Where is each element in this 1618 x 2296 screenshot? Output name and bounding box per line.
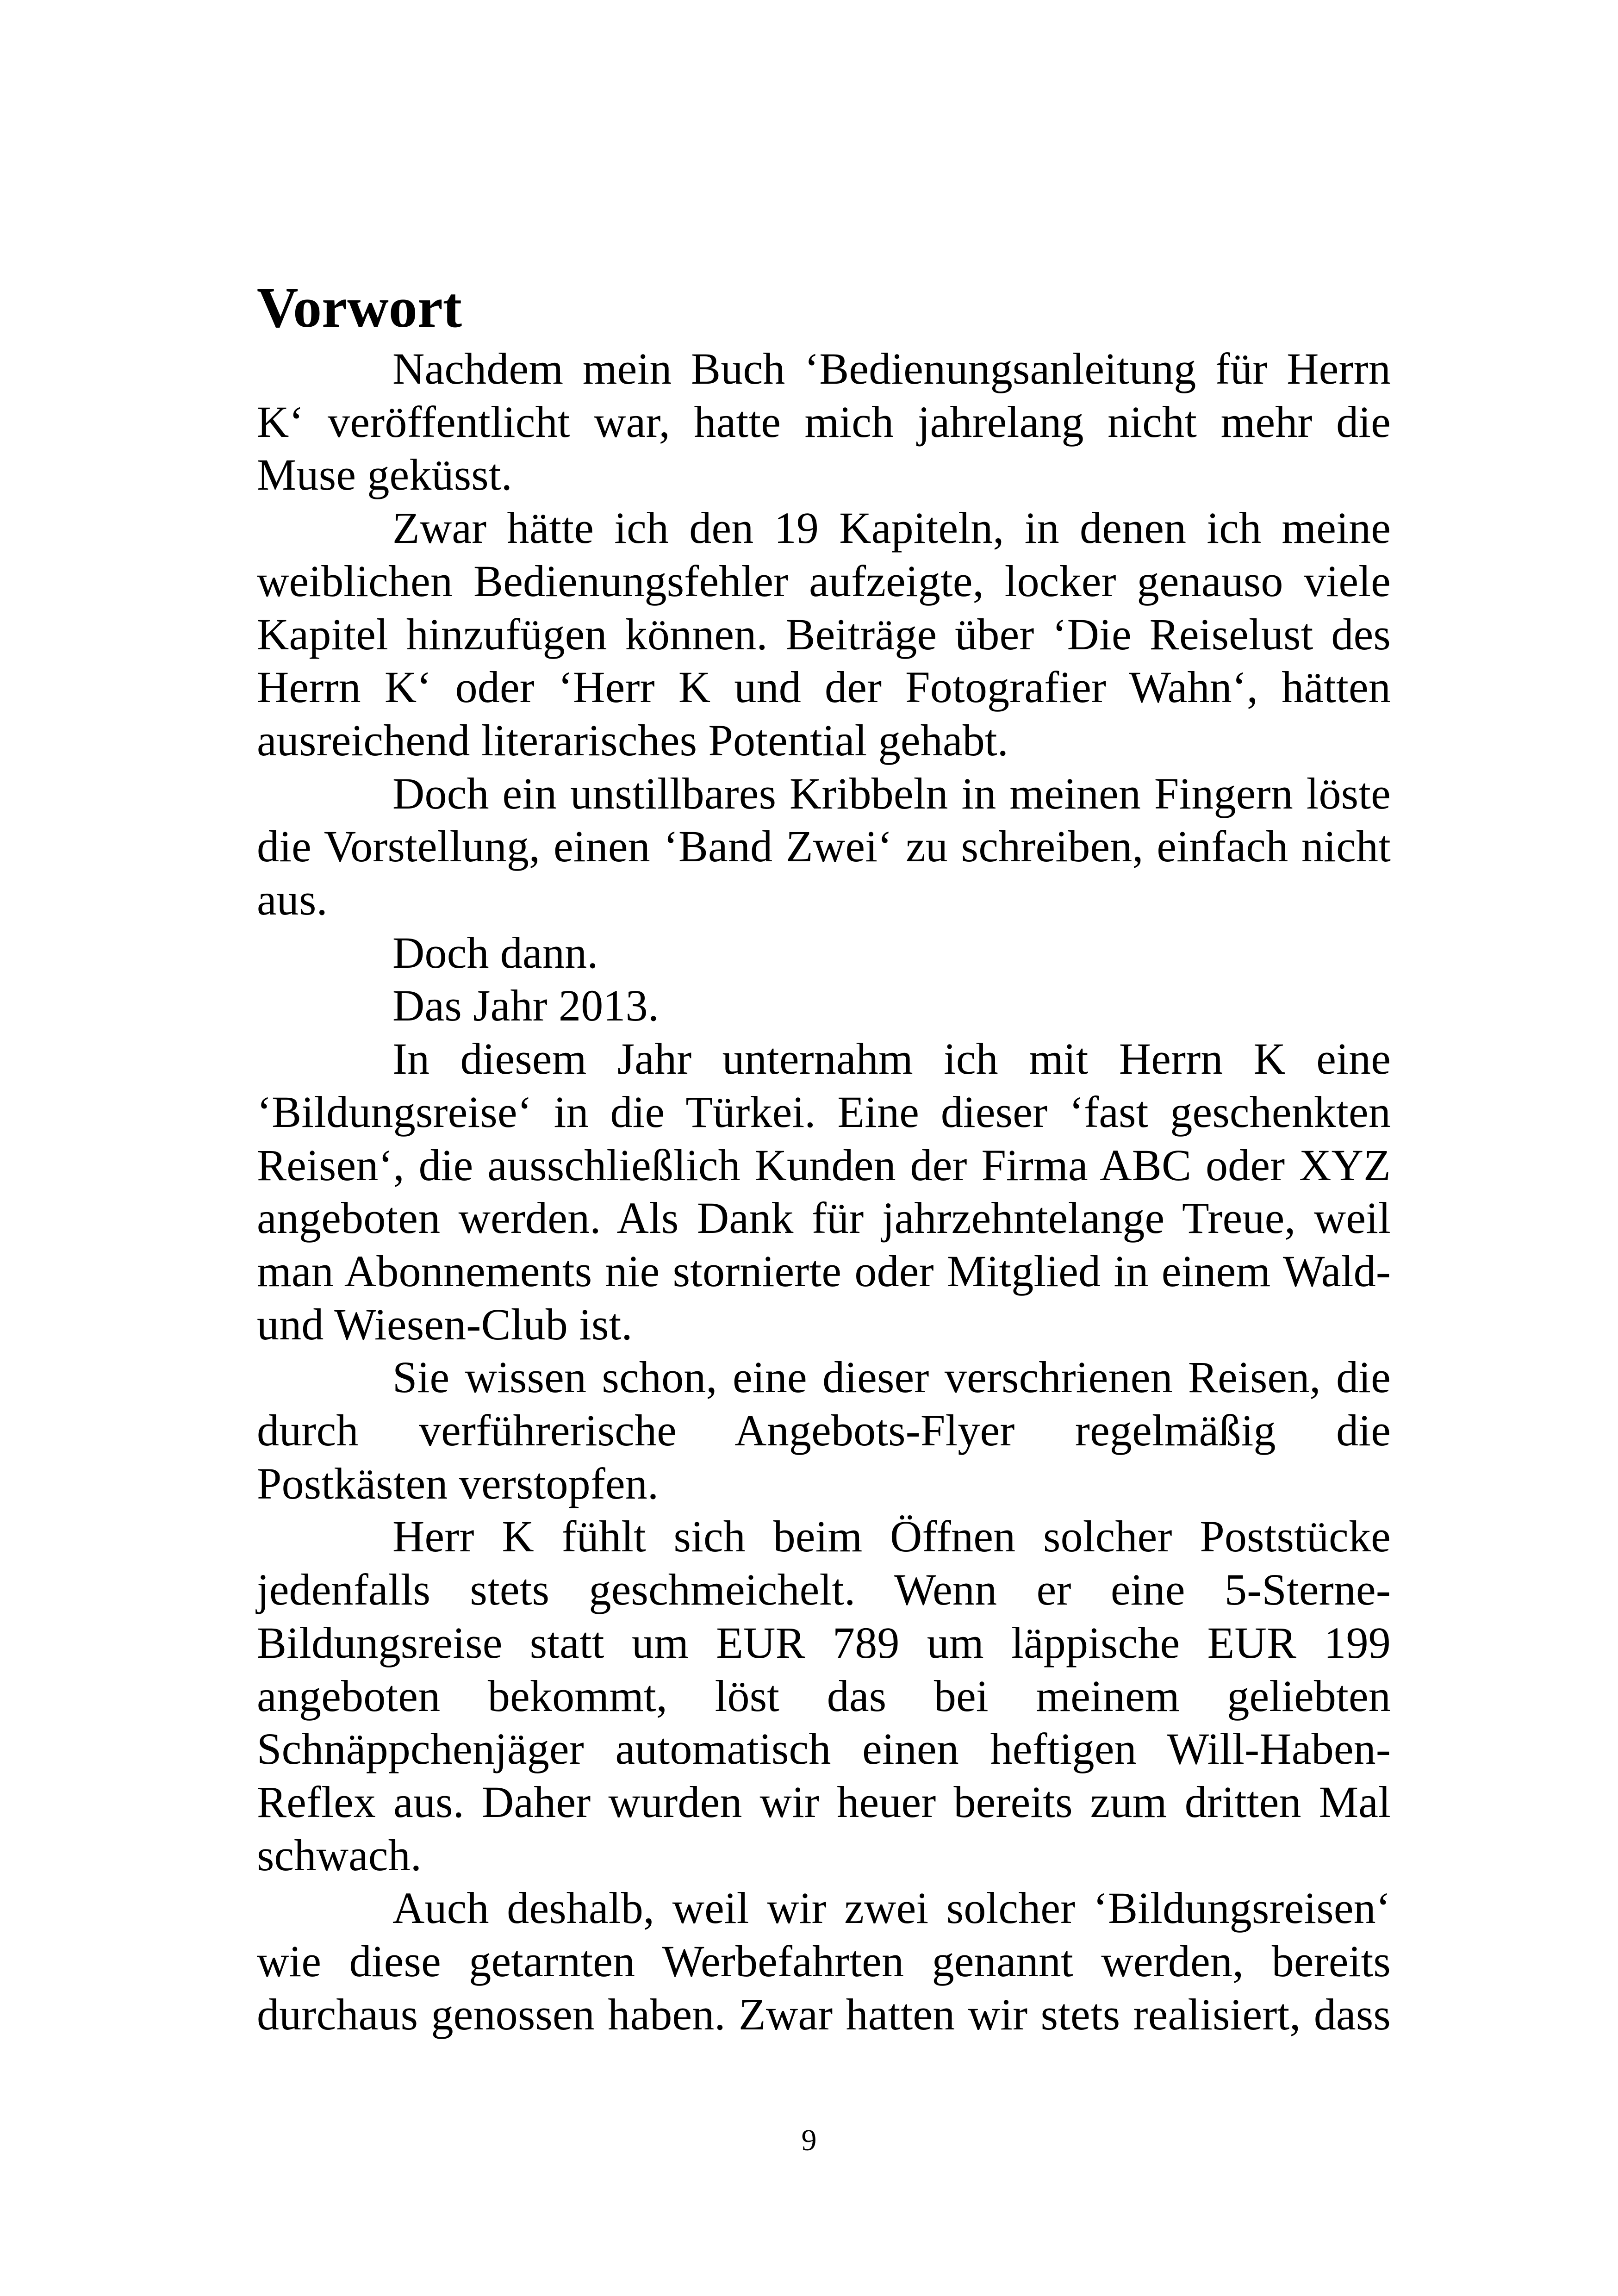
paragraph-last: Auch deshalb, weil wir zwei solcher ‘Bildungsreisen‘ wie diese getarnten Werbefahrten genannt werden, bereits durchaus genossen haben. Zwar hatten wir stets realisiert, dass xyxy=(257,1883,1391,2039)
paragraph: Doch ein unstillbares Kribbeln in meinen Fingern löste die Vorstellung, einen ‘Band Zwei‘ zu schreiben, einfach nicht aus. xyxy=(257,768,1391,925)
paragraph: Zwar hätte ich den 19 Kapiteln, in denen ich meine weiblichen Bedienungsfehler aufzeigte, locker genauso viele Kapitel hinzufügen können. Beiträge über ‘Die Reiselust des Herrn K‘ oder ‘Herr K und der Fotografier Wahn‘, hätten ausreichend literarisches Potential gehabt. xyxy=(257,503,1391,765)
page-number: 9 xyxy=(801,2123,817,2157)
chapter-heading: Vorwort xyxy=(257,276,462,339)
paragraph: Das Jahr 2013. xyxy=(392,981,660,1031)
paragraph: Nachdem mein Buch ‘Bedienungsanleitung für Herrn K‘ veröffentlicht war, hatte mich jahrelang nicht mehr die Muse geküsst. xyxy=(257,344,1391,500)
paragraph: Herr K fühlt sich beim Öffnen solcher Poststücke jedenfalls stets geschmeichelt. Wenn er eine 5-Sterne-Bildungsreise statt um EUR 789 um läppische EUR 199 angeboten bekommt, löst das bei meinem geliebten Schnäppchenjäger automatisch einen heftigen Will-Haben-Reflex aus. Daher wurden wir heuer bereits zum dritten Mal schwach. xyxy=(257,1512,1391,1880)
paragraph: Doch dann. xyxy=(392,927,598,977)
paragraph: Sie wissen schon, eine dieser verschrienen Reisen, die durch verführerische Angebots-Flyer regelmäßig die Postkästen verstopfen. xyxy=(257,1352,1391,1508)
paragraph: In diesem Jahr unternahm ich mit Herrn K eine ‘Bildungsreise‘ in die Türkei. Eine dieser ‘fast geschenkten Reisen‘, die ausschließlich Kunden der Firma ABC oder XYZ angeboten werden. Als Dank für jahrzehntelange Treue, weil man Abonnements nie stornierte oder Mitglied in einem Wald- und Wiesen-Club ist. xyxy=(257,1034,1391,1349)
page-content xyxy=(257,273,1391,2041)
